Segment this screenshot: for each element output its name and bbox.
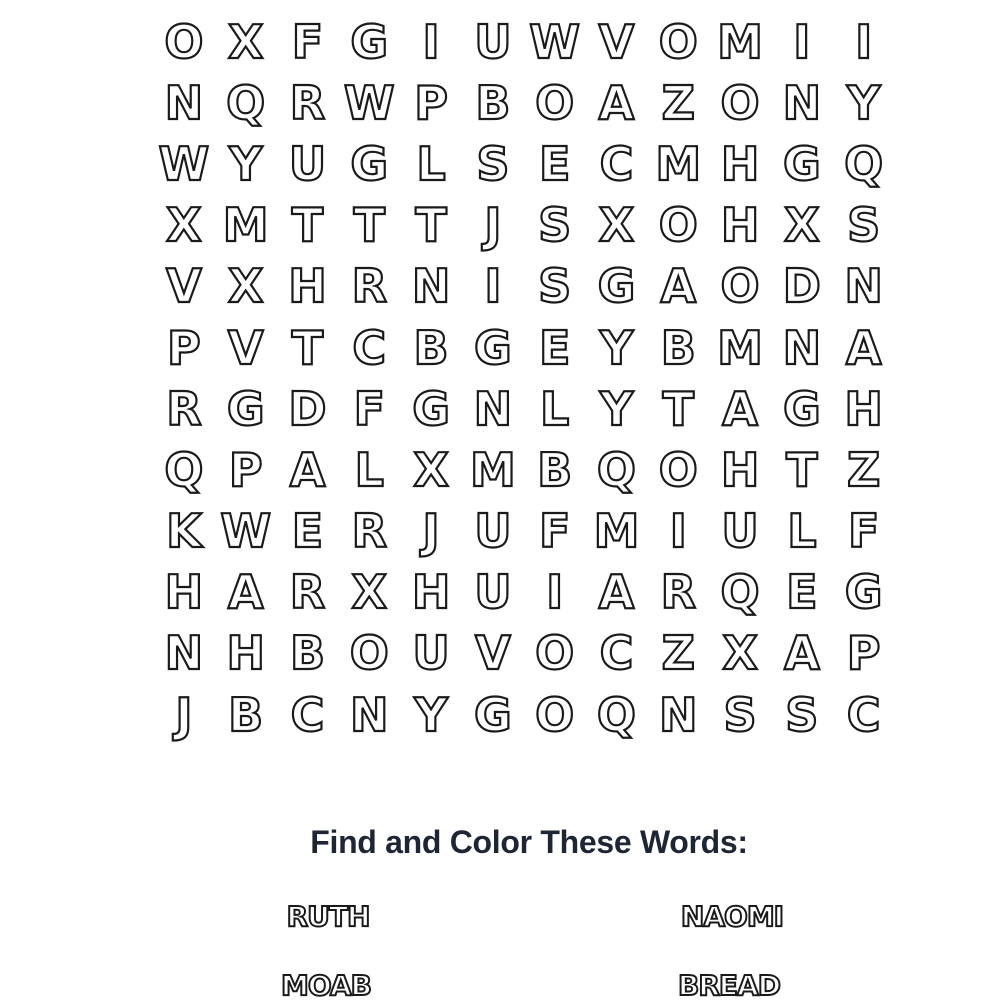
grid-cell[interactable] — [833, 317, 895, 378]
grid-cell[interactable] — [833, 72, 895, 133]
grid-letter: G — [350, 14, 389, 69]
word-item-ruth[interactable] — [286, 900, 370, 933]
grid-cell[interactable] — [277, 562, 339, 623]
grid-letter: X — [722, 626, 758, 681]
grid-letter: T — [291, 320, 324, 375]
grid-letter: M — [469, 442, 516, 497]
grid-cell[interactable] — [338, 256, 400, 317]
grid-letter: Y — [414, 687, 448, 742]
grid-cell[interactable] — [647, 195, 709, 256]
grid-letter: B — [475, 75, 511, 130]
grid-cell[interactable] — [524, 439, 586, 500]
grid-letter: X — [227, 14, 264, 69]
grid-cell[interactable] — [524, 11, 586, 72]
grid-cell[interactable] — [400, 378, 462, 439]
grid-letter: Y — [229, 136, 263, 191]
grid-letter: C — [599, 626, 634, 681]
grid-cell[interactable] — [277, 256, 339, 317]
word-search-grid — [153, 11, 895, 745]
grid-letter: U — [474, 504, 512, 559]
word-label: BREAD — [678, 969, 780, 1002]
grid-letter: O — [720, 75, 760, 130]
grid-letter: V — [227, 320, 264, 375]
grid-cell[interactable] — [338, 623, 400, 684]
grid-cell[interactable] — [524, 684, 586, 745]
grid-cell[interactable] — [586, 623, 648, 684]
grid-cell[interactable] — [647, 439, 709, 500]
grid-letter: Y — [847, 75, 881, 130]
grid-letter: G — [597, 259, 636, 314]
grid-cell[interactable] — [462, 439, 524, 500]
grid-letter: H — [226, 626, 265, 681]
grid-letter: N — [782, 320, 822, 375]
grid-cell[interactable] — [771, 195, 833, 256]
grid-cell[interactable] — [771, 11, 833, 72]
grid-letter: N — [844, 259, 883, 314]
grid-cell[interactable] — [771, 684, 833, 745]
grid-cell[interactable] — [338, 72, 400, 133]
grid-letter: O — [658, 198, 698, 253]
grid-letter: T — [353, 198, 385, 253]
grid-letter: G — [350, 136, 389, 191]
grid-cell[interactable] — [215, 11, 277, 72]
grid-cell[interactable] — [524, 562, 586, 623]
grid-letter: W — [529, 14, 581, 69]
grid-cell[interactable] — [586, 195, 648, 256]
grid-cell[interactable] — [709, 378, 771, 439]
grid-letter: A — [722, 381, 758, 436]
grid-cell[interactable] — [462, 501, 524, 562]
grid-cell[interactable] — [771, 317, 833, 378]
grid-cell[interactable] — [215, 623, 277, 684]
grid-cell[interactable] — [709, 562, 771, 623]
grid-letter: H — [720, 136, 760, 191]
grid-letter: S — [538, 259, 572, 314]
grid-cell[interactable] — [709, 684, 771, 745]
grid-letter: O — [349, 626, 389, 681]
grid-letter: P — [167, 320, 201, 375]
grid-cell[interactable] — [586, 256, 648, 317]
word-item-moab[interactable] — [281, 969, 371, 1002]
grid-cell[interactable] — [153, 501, 215, 562]
grid-cell[interactable] — [462, 133, 524, 194]
grid-cell[interactable] — [647, 133, 709, 194]
grid-letter: M — [593, 504, 640, 559]
grid-cell[interactable] — [586, 72, 648, 133]
grid-letter: U — [474, 14, 512, 69]
grid-cell[interactable] — [647, 72, 709, 133]
grid-letter: X — [413, 442, 449, 497]
grid-letter: N — [164, 75, 204, 130]
grid-letter: N — [659, 687, 698, 742]
grid-letter: J — [422, 504, 440, 559]
grid-cell[interactable] — [586, 684, 648, 745]
word-item-naomi[interactable] — [680, 900, 784, 933]
grid-cell[interactable] — [524, 623, 586, 684]
grid-cell[interactable] — [400, 317, 462, 378]
word-label: NAOMI — [680, 900, 784, 933]
grid-letter: G — [782, 381, 821, 436]
grid-cell[interactable] — [338, 378, 400, 439]
grid-cell[interactable] — [771, 378, 833, 439]
grid-letter: I — [855, 14, 873, 69]
grid-cell[interactable] — [400, 562, 462, 623]
grid-cell[interactable] — [277, 133, 339, 194]
grid-cell[interactable] — [215, 317, 277, 378]
grid-cell[interactable] — [277, 684, 339, 745]
grid-cell[interactable] — [709, 195, 771, 256]
grid-cell[interactable] — [462, 11, 524, 72]
grid-cell[interactable] — [153, 378, 215, 439]
grid-cell[interactable] — [153, 562, 215, 623]
grid-cell[interactable] — [338, 317, 400, 378]
grid-letter: O — [535, 626, 575, 681]
grid-cell[interactable] — [215, 439, 277, 500]
grid-cell[interactable] — [709, 72, 771, 133]
grid-cell[interactable] — [647, 256, 709, 317]
grid-letter: Q — [596, 442, 637, 497]
grid-cell[interactable] — [647, 623, 709, 684]
grid-letter: A — [845, 320, 882, 375]
grid-cell[interactable] — [771, 501, 833, 562]
grid-letter: H — [844, 381, 883, 436]
grid-cell[interactable] — [215, 256, 277, 317]
grid-letter: Q — [844, 136, 884, 191]
grid-letter: T — [291, 198, 324, 253]
grid-cell[interactable] — [771, 256, 833, 317]
grid-letter: Y — [599, 381, 634, 436]
grid-cell[interactable] — [462, 623, 524, 684]
grid-cell[interactable] — [647, 378, 709, 439]
grid-cell[interactable] — [215, 684, 277, 745]
word-label: MOAB — [281, 969, 371, 1002]
grid-letter: S — [476, 136, 510, 191]
grid-cell[interactable] — [833, 195, 895, 256]
grid-cell[interactable] — [153, 256, 215, 317]
grid-cell[interactable] — [771, 623, 833, 684]
grid-letter: G — [844, 565, 883, 620]
grid-letter: S — [538, 198, 572, 253]
grid-letter: K — [166, 504, 202, 559]
grid-letter: H — [720, 198, 760, 253]
grid-letter: C — [599, 136, 634, 191]
grid-letter: J — [175, 687, 193, 742]
grid-cell[interactable] — [153, 11, 215, 72]
grid-cell[interactable] — [400, 72, 462, 133]
grid-cell[interactable] — [586, 317, 648, 378]
grid-cell[interactable] — [647, 317, 709, 378]
grid-letter: L — [540, 381, 570, 436]
grid-cell[interactable] — [400, 11, 462, 72]
grid-cell[interactable] — [338, 562, 400, 623]
grid-letter: A — [598, 75, 635, 130]
grid-letter: I — [484, 259, 502, 314]
grid-cell[interactable] — [524, 256, 586, 317]
grid-letter: E — [786, 565, 818, 620]
grid-letter: Z — [661, 626, 695, 681]
grid-letter: A — [289, 442, 326, 497]
grid-cell[interactable] — [153, 317, 215, 378]
grid-cell[interactable] — [462, 317, 524, 378]
grid-letter: Q — [720, 565, 760, 620]
grid-cell[interactable] — [462, 256, 524, 317]
grid-letter: U — [721, 504, 759, 559]
grid-cell[interactable] — [277, 623, 339, 684]
grid-letter: O — [720, 259, 760, 314]
grid-cell[interactable] — [400, 256, 462, 317]
grid-cell[interactable] — [153, 72, 215, 133]
grid-cell[interactable] — [215, 72, 277, 133]
grid-letter: B — [413, 320, 449, 375]
grid-cell[interactable] — [647, 501, 709, 562]
grid-letter: I — [669, 504, 687, 559]
grid-cell[interactable] — [833, 501, 895, 562]
grid-cell[interactable] — [524, 195, 586, 256]
grid-letter: S — [723, 687, 757, 742]
grid-letter: A — [598, 565, 635, 620]
grid-cell[interactable] — [153, 439, 215, 500]
grid-letter: M — [655, 136, 702, 191]
word-list-heading: Find and Color These Words: — [310, 824, 748, 860]
grid-cell[interactable] — [647, 562, 709, 623]
grid-cell[interactable] — [833, 684, 895, 745]
grid-cell[interactable] — [338, 195, 400, 256]
grid-cell[interactable] — [277, 72, 339, 133]
grid-cell[interactable] — [277, 501, 339, 562]
grid-cell[interactable] — [153, 684, 215, 745]
grid-letter: R — [289, 75, 326, 130]
grid-letter: R — [351, 259, 387, 314]
grid-letter: R — [660, 565, 696, 620]
grid-letter: A — [660, 259, 697, 314]
grid-cell[interactable] — [586, 11, 648, 72]
grid-letter: N — [782, 75, 822, 130]
grid-cell[interactable] — [586, 378, 648, 439]
grid-letter: Q — [596, 687, 637, 742]
grid-cell[interactable] — [833, 378, 895, 439]
grid-cell[interactable] — [833, 133, 895, 194]
grid-cell[interactable] — [338, 684, 400, 745]
grid-letter: B — [660, 320, 696, 375]
grid-letter: P — [228, 442, 263, 497]
grid-cell[interactable] — [400, 439, 462, 500]
grid-cell[interactable] — [338, 439, 400, 500]
grid-letter: Q — [164, 442, 204, 497]
grid-cell[interactable] — [586, 562, 648, 623]
grid-letter: C — [290, 687, 325, 742]
grid-letter: G — [474, 687, 512, 742]
grid-letter: Z — [846, 442, 881, 497]
grid-letter: H — [164, 565, 204, 620]
grid-letter: R — [166, 381, 202, 436]
grid-letter: O — [535, 687, 575, 742]
grid-cell[interactable] — [586, 133, 648, 194]
grid-letter: N — [473, 381, 513, 436]
grid-cell[interactable] — [215, 501, 277, 562]
grid-cell[interactable] — [647, 684, 709, 745]
grid-cell[interactable] — [524, 72, 586, 133]
grid-cell[interactable] — [524, 133, 586, 194]
grid-cell[interactable] — [771, 72, 833, 133]
grid-letter: J — [484, 198, 502, 253]
grid-cell[interactable] — [833, 439, 895, 500]
grid-letter: X — [784, 198, 820, 253]
grid-cell[interactable] — [462, 378, 524, 439]
grid-cell[interactable] — [277, 439, 339, 500]
grid-cell[interactable] — [462, 195, 524, 256]
grid-letter: F — [538, 504, 571, 559]
grid-cell[interactable] — [338, 501, 400, 562]
grid-cell[interactable] — [153, 195, 215, 256]
grid-letter: U — [288, 136, 327, 191]
grid-letter: G — [782, 136, 821, 191]
grid-letter: B — [537, 442, 573, 497]
grid-cell[interactable] — [647, 11, 709, 72]
grid-cell[interactable] — [524, 378, 586, 439]
grid-letter: U — [474, 565, 512, 620]
grid-letter: T — [662, 381, 694, 436]
grid-cell[interactable] — [709, 133, 771, 194]
grid-cell[interactable] — [462, 562, 524, 623]
grid-letter: F — [847, 504, 880, 559]
grid-letter: A — [227, 565, 264, 620]
grid-cell[interactable] — [833, 11, 895, 72]
grid-letter: E — [538, 136, 571, 191]
grid-cell[interactable] — [524, 501, 586, 562]
grid-letter: L — [416, 136, 446, 191]
grid-cell[interactable] — [277, 195, 339, 256]
grid-letter: X — [227, 259, 264, 314]
grid-letter: L — [787, 504, 817, 559]
grid-cell[interactable] — [586, 501, 648, 562]
grid-letter: G — [474, 320, 512, 375]
grid-cell[interactable] — [771, 133, 833, 194]
grid-letter: A — [784, 626, 820, 681]
grid-letter: G — [226, 381, 265, 436]
grid-letter: I — [422, 14, 440, 69]
grid-cell[interactable] — [215, 378, 277, 439]
grid-cell[interactable] — [771, 439, 833, 500]
grid-letter: B — [228, 687, 264, 742]
grid-letter: R — [289, 565, 326, 620]
grid-letter: C — [352, 320, 387, 375]
grid-letter: W — [220, 504, 272, 559]
grid-cell[interactable] — [833, 256, 895, 317]
grid-cell[interactable] — [833, 623, 895, 684]
grid-letter: Z — [661, 75, 695, 130]
grid-letter: T — [415, 198, 447, 253]
grid-letter: X — [166, 198, 202, 253]
grid-letter: M — [717, 320, 763, 375]
grid-letter: T — [786, 442, 818, 497]
grid-letter: F — [291, 14, 324, 69]
grid-cell[interactable] — [400, 684, 462, 745]
grid-letter: B — [289, 626, 326, 681]
grid-cell[interactable] — [215, 562, 277, 623]
grid-letter: V — [166, 259, 202, 314]
grid-letter: U — [412, 626, 450, 681]
grid-letter: M — [222, 198, 269, 253]
grid-letter: W — [343, 75, 395, 130]
grid-letter: P — [414, 75, 448, 130]
grid-letter: D — [782, 259, 821, 314]
grid-cell[interactable] — [709, 256, 771, 317]
grid-cell[interactable] — [153, 133, 215, 194]
grid-letter: S — [847, 198, 881, 253]
grid-cell[interactable] — [586, 439, 648, 500]
grid-cell[interactable] — [709, 11, 771, 72]
grid-letter: S — [785, 687, 819, 742]
grid-letter: N — [411, 259, 451, 314]
grid-letter: V — [598, 14, 635, 69]
grid-letter: X — [351, 565, 388, 620]
grid-letter: G — [412, 381, 450, 436]
grid-cell[interactable] — [277, 317, 339, 378]
grid-cell[interactable] — [524, 317, 586, 378]
grid-cell[interactable] — [400, 501, 462, 562]
grid-cell[interactable] — [462, 684, 524, 745]
grid-cell[interactable] — [833, 562, 895, 623]
grid-cell[interactable] — [400, 195, 462, 256]
grid-letter: O — [535, 75, 575, 130]
grid-cell[interactable] — [462, 72, 524, 133]
grid-cell[interactable] — [771, 562, 833, 623]
grid-letter: Y — [599, 320, 634, 375]
grid-cell[interactable] — [338, 11, 400, 72]
grid-letter: Q — [226, 75, 266, 130]
grid-letter: R — [351, 504, 387, 559]
grid-cell[interactable] — [215, 195, 277, 256]
grid-cell[interactable] — [709, 317, 771, 378]
grid-letter: D — [288, 381, 327, 436]
grid-cell[interactable] — [215, 133, 277, 194]
grid-letter: L — [354, 442, 384, 497]
grid-letter: N — [350, 687, 389, 742]
grid-letter: H — [720, 442, 760, 497]
grid-letter: E — [291, 504, 324, 559]
grid-cell[interactable] — [709, 439, 771, 500]
grid-letter: O — [164, 14, 204, 69]
word-item-bread[interactable] — [678, 969, 780, 1002]
grid-cell[interactable] — [400, 623, 462, 684]
grid-letter: H — [411, 565, 451, 620]
grid-letter: O — [658, 14, 698, 69]
grid-cell[interactable] — [277, 11, 339, 72]
grid-letter: P — [846, 626, 881, 681]
grid-letter: N — [164, 626, 204, 681]
grid-cell[interactable] — [709, 623, 771, 684]
grid-letter: H — [288, 259, 327, 314]
grid-cell[interactable] — [338, 133, 400, 194]
grid-cell[interactable] — [400, 133, 462, 194]
grid-letter: V — [475, 626, 511, 681]
grid-letter: M — [717, 14, 763, 69]
grid-cell[interactable] — [709, 501, 771, 562]
grid-letter: W — [158, 136, 210, 191]
grid-letter: X — [598, 198, 635, 253]
grid-letter: O — [658, 442, 698, 497]
grid-letter: F — [353, 381, 385, 436]
word-label: RUTH — [286, 900, 370, 933]
grid-letter: E — [538, 320, 571, 375]
grid-letter: I — [546, 565, 564, 620]
grid-cell[interactable] — [153, 623, 215, 684]
grid-cell[interactable] — [277, 378, 339, 439]
grid-letter: C — [846, 687, 881, 742]
grid-letter: I — [793, 14, 811, 69]
